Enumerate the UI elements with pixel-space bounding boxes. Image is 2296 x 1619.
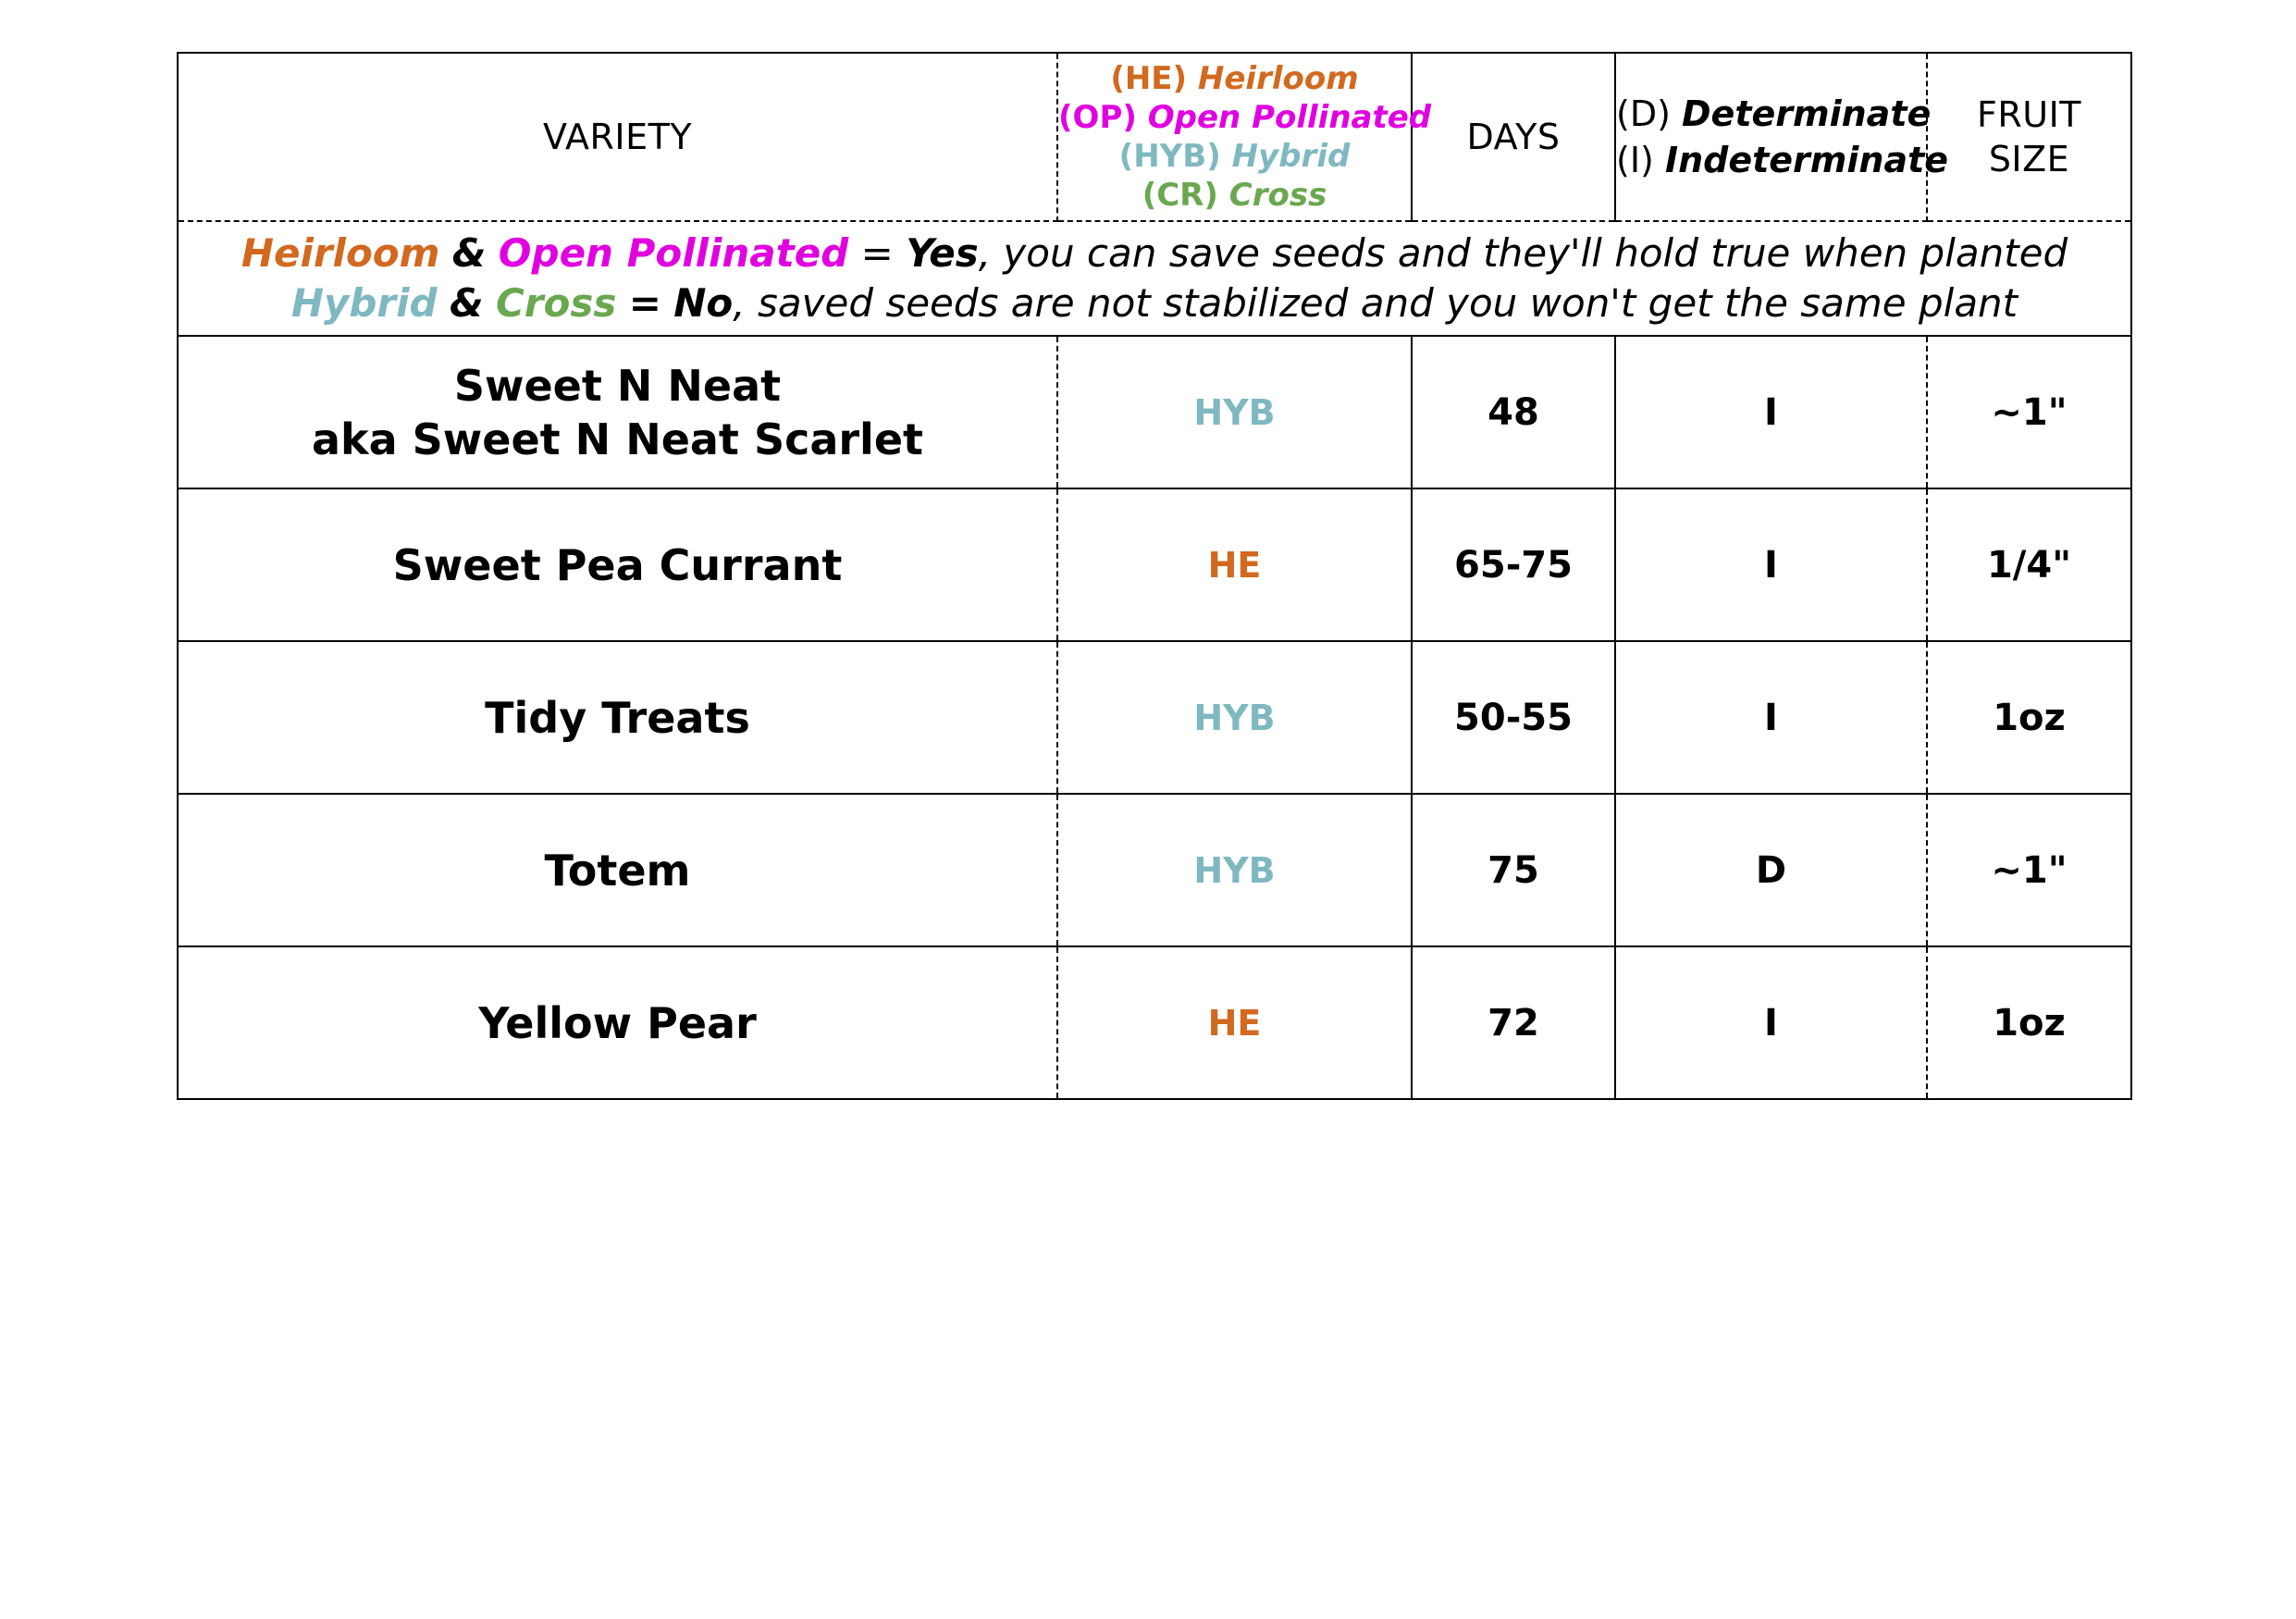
- days-value: 72: [1487, 1001, 1539, 1044]
- variety-name: Tidy Treats: [485, 692, 750, 743]
- legend-determinate-abbr: (D): [1616, 93, 1671, 134]
- fruit-size-value: 1oz: [1993, 696, 2066, 739]
- note-line-yes: [179, 229, 2130, 278]
- legend-open-pollinated-name: Open Pollinated: [1147, 99, 1432, 136]
- table-row: [178, 488, 2131, 641]
- legend-cross: [1058, 176, 1411, 215]
- header-days: [1412, 53, 1615, 221]
- fruit-size-cell: [1927, 946, 2131, 1099]
- growth-cell: [1615, 946, 1927, 1099]
- days-value: 50-55: [1454, 696, 1573, 739]
- note-equals: =: [628, 280, 661, 326]
- table-row: [178, 641, 2131, 794]
- variety-name: Totem: [544, 845, 691, 896]
- variety-name: Yellow Pear: [478, 997, 757, 1048]
- note-term-open-pollinated: Open Pollinated: [498, 230, 849, 276]
- seed-saving-note-row: [178, 221, 2131, 336]
- note-ampersand: &: [449, 280, 484, 326]
- header-variety: [178, 53, 1057, 221]
- variety-cell: [178, 641, 1057, 794]
- seed-saving-note: [178, 221, 2131, 336]
- legend-hybrid-name: Hybrid: [1231, 138, 1351, 175]
- note-line-no: [179, 278, 2130, 328]
- variety-alias: aka Sweet N Neat Scarlet: [311, 414, 924, 464]
- variety-cell: [178, 336, 1057, 488]
- fruit-size-cell: [1927, 488, 2131, 641]
- legend-heirloom-abbr: (HE): [1110, 60, 1188, 97]
- type-value: HE: [1207, 1002, 1262, 1044]
- header-type-legend: [1057, 53, 1432, 221]
- days-cell: [1412, 794, 1615, 946]
- legend-hybrid-abbr: (HYB): [1118, 138, 1221, 175]
- type-value: HE: [1207, 544, 1262, 586]
- days-cell: [1412, 336, 1615, 488]
- fruit-size-value: 1/4": [1986, 543, 2072, 587]
- growth-value: I: [1764, 543, 1778, 587]
- type-cell: [1057, 336, 1412, 488]
- legend-indeterminate-abbr: (I): [1616, 140, 1654, 180]
- note-text-no: , saved seeds are not stabilized and you won't get the same plant: [733, 280, 2018, 326]
- legend-determinate-name: Determinate: [1682, 93, 1932, 134]
- fruit-size-value: 1oz: [1993, 1001, 2066, 1044]
- note-term-heirloom: Heirloom: [241, 230, 440, 276]
- type-cell: [1057, 946, 1412, 1099]
- variety-name: Sweet Pea Currant: [392, 539, 843, 590]
- type-value: HYB: [1193, 391, 1276, 433]
- growth-cell: [1615, 488, 1927, 641]
- table-row: [178, 336, 2131, 488]
- fruit-size-cell: [1927, 794, 2131, 946]
- header-fruit-size-line1: FRUIT: [1977, 94, 2081, 135]
- legend-hybrid: [1058, 137, 1411, 176]
- legend-heirloom: [1058, 59, 1411, 98]
- fruit-size-value: ~1": [1991, 390, 2068, 434]
- legend-cross-abbr: (CR): [1142, 177, 1218, 214]
- note-answer-no: No: [673, 280, 734, 326]
- days-value: 48: [1487, 390, 1539, 434]
- header-growth-legend: [1615, 53, 1949, 221]
- type-cell: [1057, 488, 1412, 641]
- header-fruit-size: [1927, 53, 2131, 221]
- legend-open-pollinated-abbr: (OP): [1058, 99, 1137, 136]
- table-row: [178, 946, 2131, 1099]
- note-answer-yes: Yes: [906, 230, 979, 276]
- table-row: [178, 794, 2131, 946]
- type-value: HYB: [1193, 697, 1276, 738]
- variety-cell: [178, 794, 1057, 946]
- days-cell: [1412, 946, 1615, 1099]
- growth-value: I: [1764, 1001, 1778, 1044]
- days-cell: [1412, 488, 1615, 641]
- legend-indeterminate-name: Indeterminate: [1664, 140, 1949, 180]
- type-cell: [1057, 641, 1412, 794]
- days-value: 75: [1487, 848, 1539, 892]
- days-value: 65-75: [1454, 543, 1573, 587]
- note-term-hybrid: Hybrid: [290, 280, 438, 326]
- note-ampersand: &: [451, 230, 487, 276]
- variety-name: Sweet N Neat: [453, 360, 782, 411]
- header-row: [178, 53, 2131, 221]
- days-cell: [1412, 641, 1615, 794]
- variety-cell: [178, 946, 1057, 1099]
- fruit-size-value: ~1": [1991, 848, 2068, 892]
- fruit-size-cell: [1927, 336, 2131, 488]
- note-term-cross: Cross: [495, 280, 617, 326]
- growth-value: I: [1764, 696, 1778, 739]
- growth-cell: [1615, 641, 1927, 794]
- growth-cell: [1615, 794, 1927, 946]
- fruit-size-cell: [1927, 641, 2131, 794]
- tomato-variety-table: [177, 52, 2132, 1100]
- header-days-label: DAYS: [1466, 117, 1561, 157]
- legend-heirloom-name: Heirloom: [1197, 60, 1359, 97]
- header-fruit-size-line2: SIZE: [1988, 139, 2070, 179]
- legend-indeterminate: [1616, 137, 1949, 183]
- growth-value: D: [1755, 848, 1787, 892]
- legend-cross-name: Cross: [1228, 177, 1327, 214]
- note-equals: =: [860, 230, 894, 276]
- note-text-yes: , you can save seeds and they'll hold true when planted: [978, 230, 2068, 276]
- legend-determinate: [1616, 91, 1932, 137]
- type-cell: [1057, 794, 1412, 946]
- growth-cell: [1615, 336, 1927, 488]
- header-variety-label: VARIETY: [542, 117, 693, 157]
- legend-open-pollinated: [1058, 98, 1432, 137]
- variety-cell: [178, 488, 1057, 641]
- growth-value: I: [1764, 390, 1778, 434]
- type-value: HYB: [1193, 849, 1276, 891]
